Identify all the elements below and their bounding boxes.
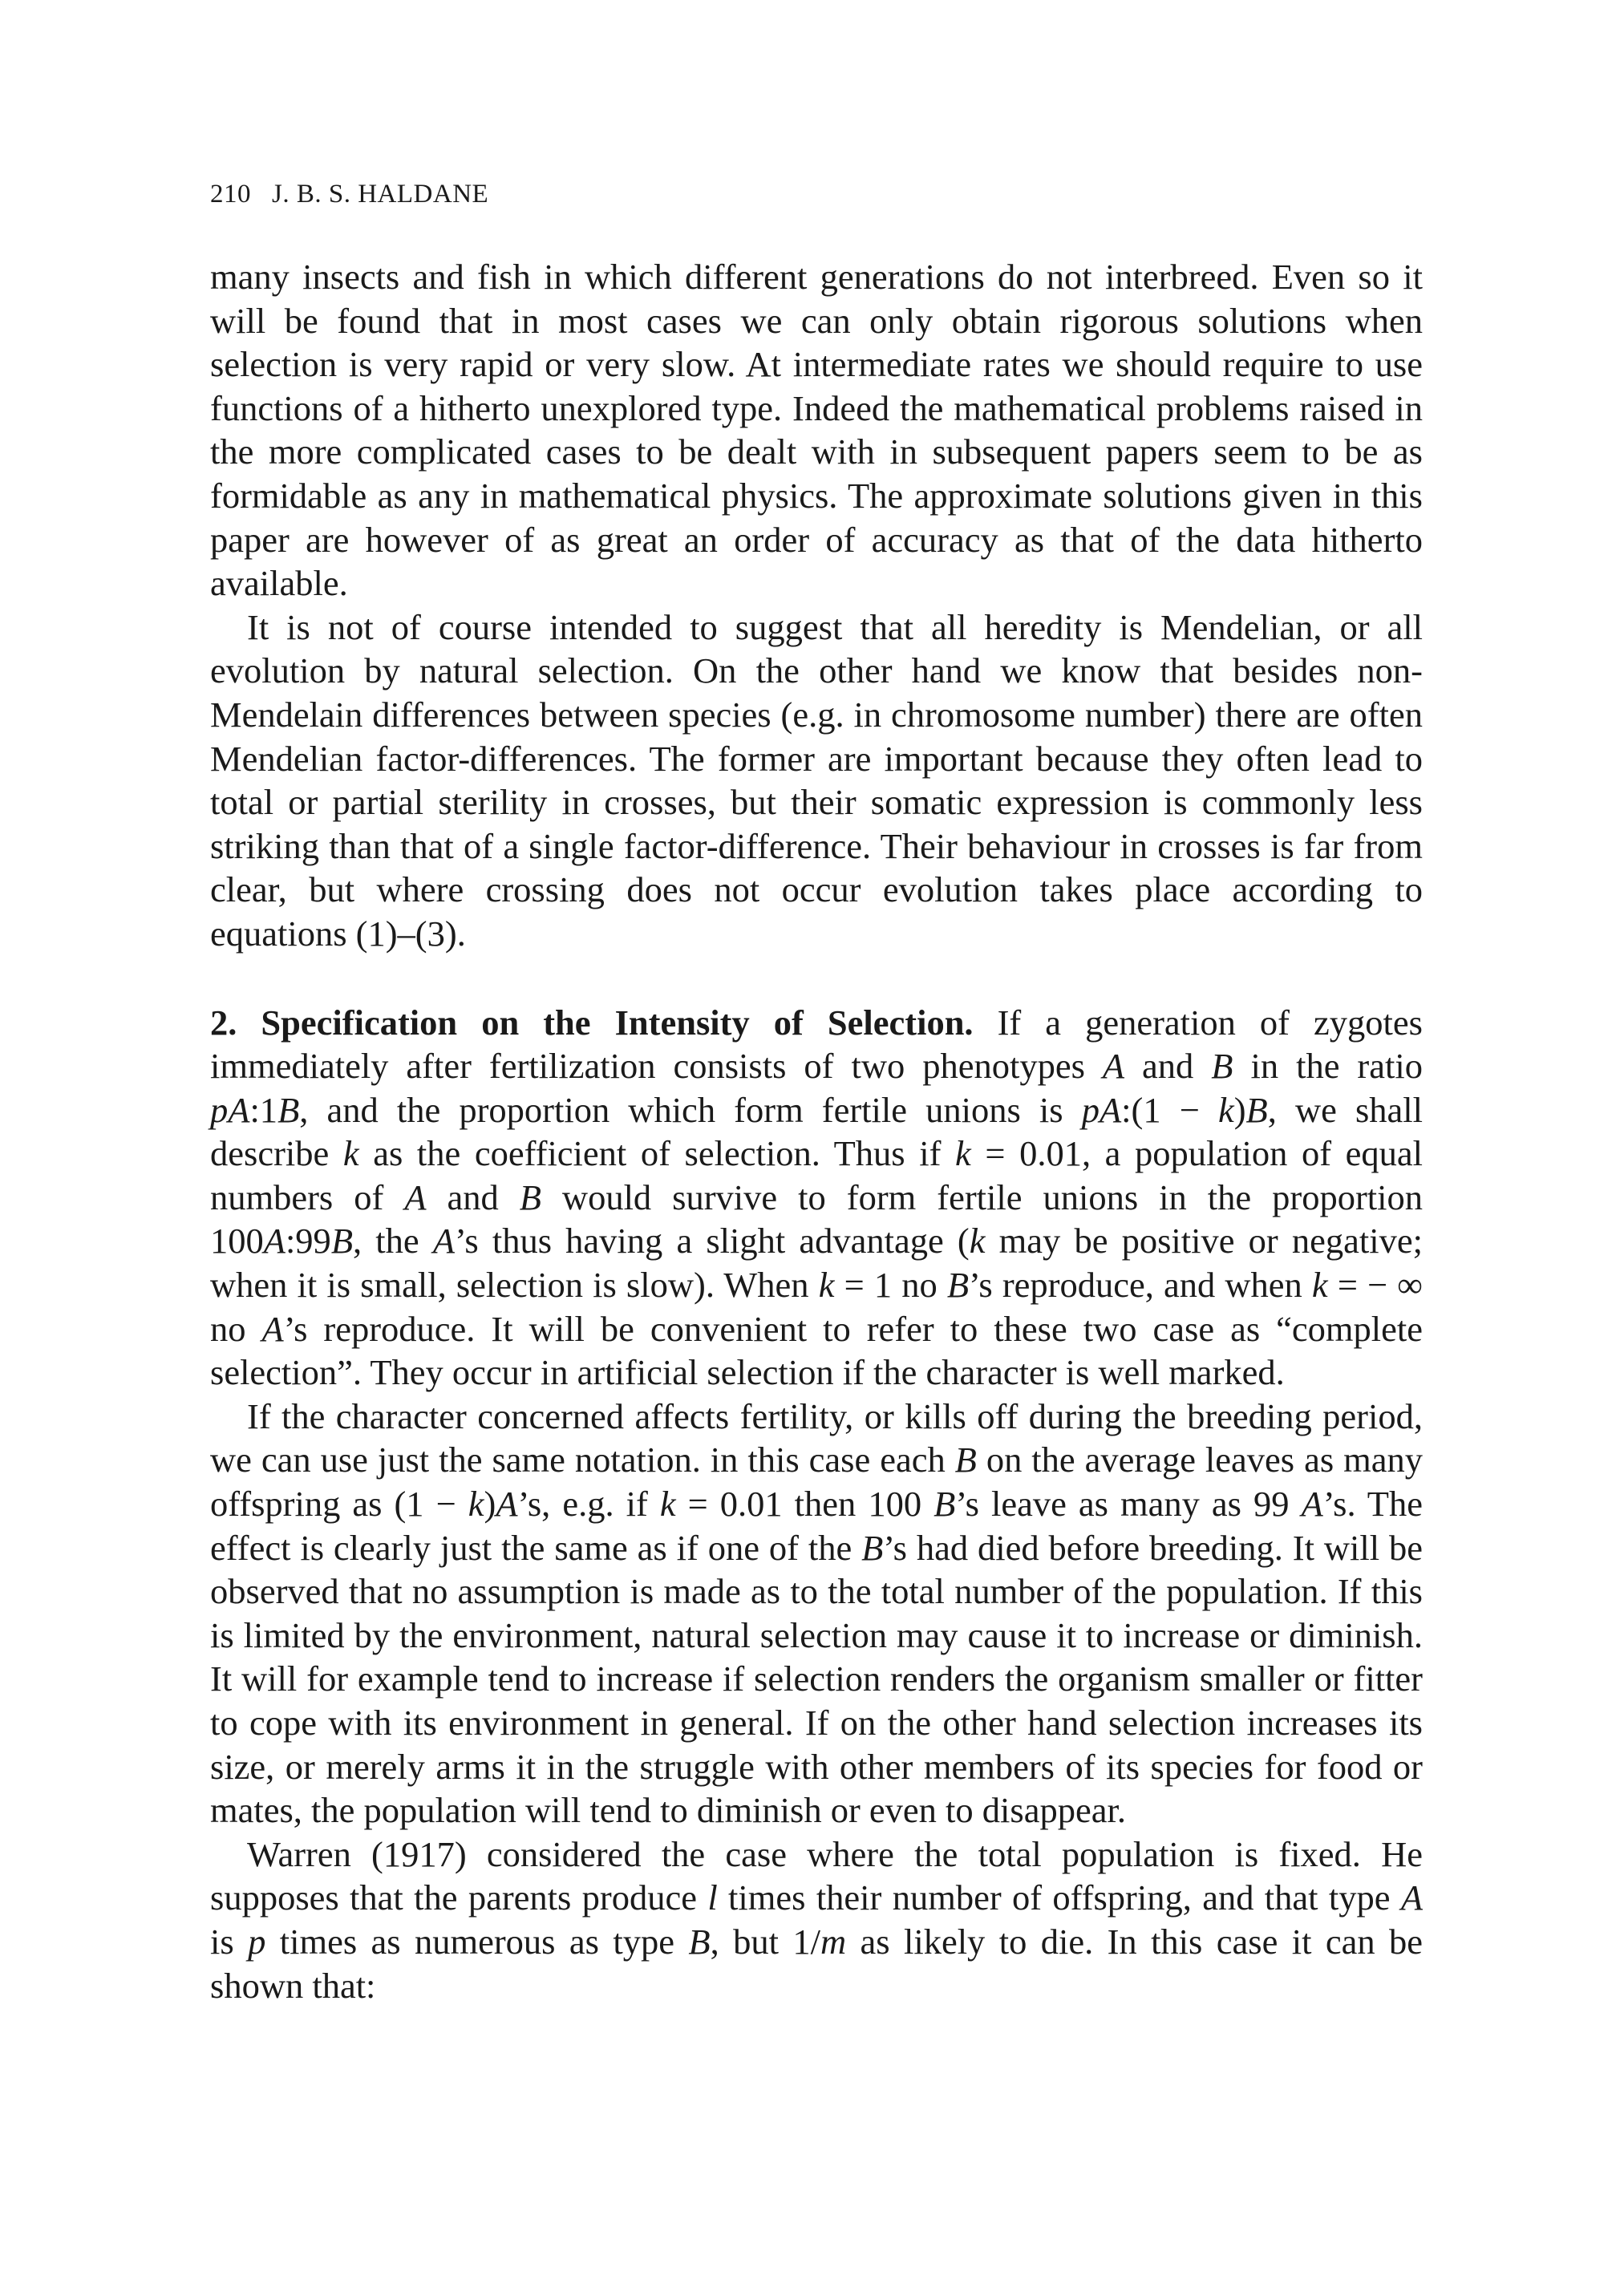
running-head [210, 180, 488, 209]
paragraph-2: It is not of course intended to suggest that all heredity is Mendelian, or all evolution by natural selection. On the other hand we know that besides non-Mendelain differences between species (e.g. in chromosome number) there are often Mendelian factor-differences. The former are important because they often lead to total or partial sterility in crosses, but their somatic expression is commonly less striking than that of a single factor-difference. Their behaviour in crosses is far from clear, but where crossing does not occur evolution takes place according to equations (1)–(3). [210, 606, 1423, 954]
paragraph-3: 2. Specification on the Intensity of Selection. If a generation of zygotes immediately after fertilization consists of two phenotypes A and B in the ratio pA:1B, and the proportion which form fertile unions is pA:(1 − k)B, we shall describe k as the coefficient of selection. Thus if k = 0.01, a population of equal numbers of A and B would survive to form fertile unions in the proportion 100A:99B, the A’s thus having a slight advantage (k may be positive or negative; when it is small, selection is slow). When k = 1 no B’s reproduce, and when k = − ∞ no A’s reproduce. It will be convenient to refer to these two case as “complete selection”. They occur in artificial selection if the character is well marked. [210, 1002, 1424, 1393]
section-gap [210, 956, 1423, 1001]
paragraph-4: If the character concerned affects fertility, or kills off during the breeding period, we can use just the same notation. in this case each B on the average leaves as many offspring as (1 − k)A’s, e.g. if k = 0.01 then 100 B’s leave as many as 99 A’s. The effect is clearly just the same as if one of the B’s had died before breeding. It will be observed that no assumption is made as to the total number of the population. If this is limited by the environment, natural selection may cause it to increase or diminish. It will for example tend to increase if selection renders the organism smaller or fitter to cope with its environment in general. If on the other hand selection increases its size, or merely arms it in the struggle with other members of its species for food or mates, the population will tend to diminish or even to disappear. [210, 1395, 1423, 1831]
page-number: 210 [210, 180, 251, 209]
running-title: J. B. S. HALDANE [272, 180, 489, 209]
paragraph-1: many insects and fish in which different generations do not interbreed. Even so it will be found that in most cases we can only obtain rigorous solutions when selection is very rapid or very slow. At intermediate rates we should require to use functions of a hitherto unexplored type. Indeed the mathematical problems raised in the more complicated cases to be dealt with in subsequent papers seem to be as formidable as any in mathematical physics. The approximate solutions given in this paper are however of as great an order of accuracy as that of the data hitherto available. [210, 257, 1423, 604]
section-heading: 2. Specification on the Intensity of Selection. [210, 1002, 974, 1043]
body-text [210, 255, 1423, 2007]
paragraph-5: Warren (1917) considered the case where the total population is fixed. He supposes that the parents produce l times their number of offspring, and that type A is p times as numerous as type B, but 1/m as likely to die. In this case it can be shown that: [210, 1833, 1424, 2006]
